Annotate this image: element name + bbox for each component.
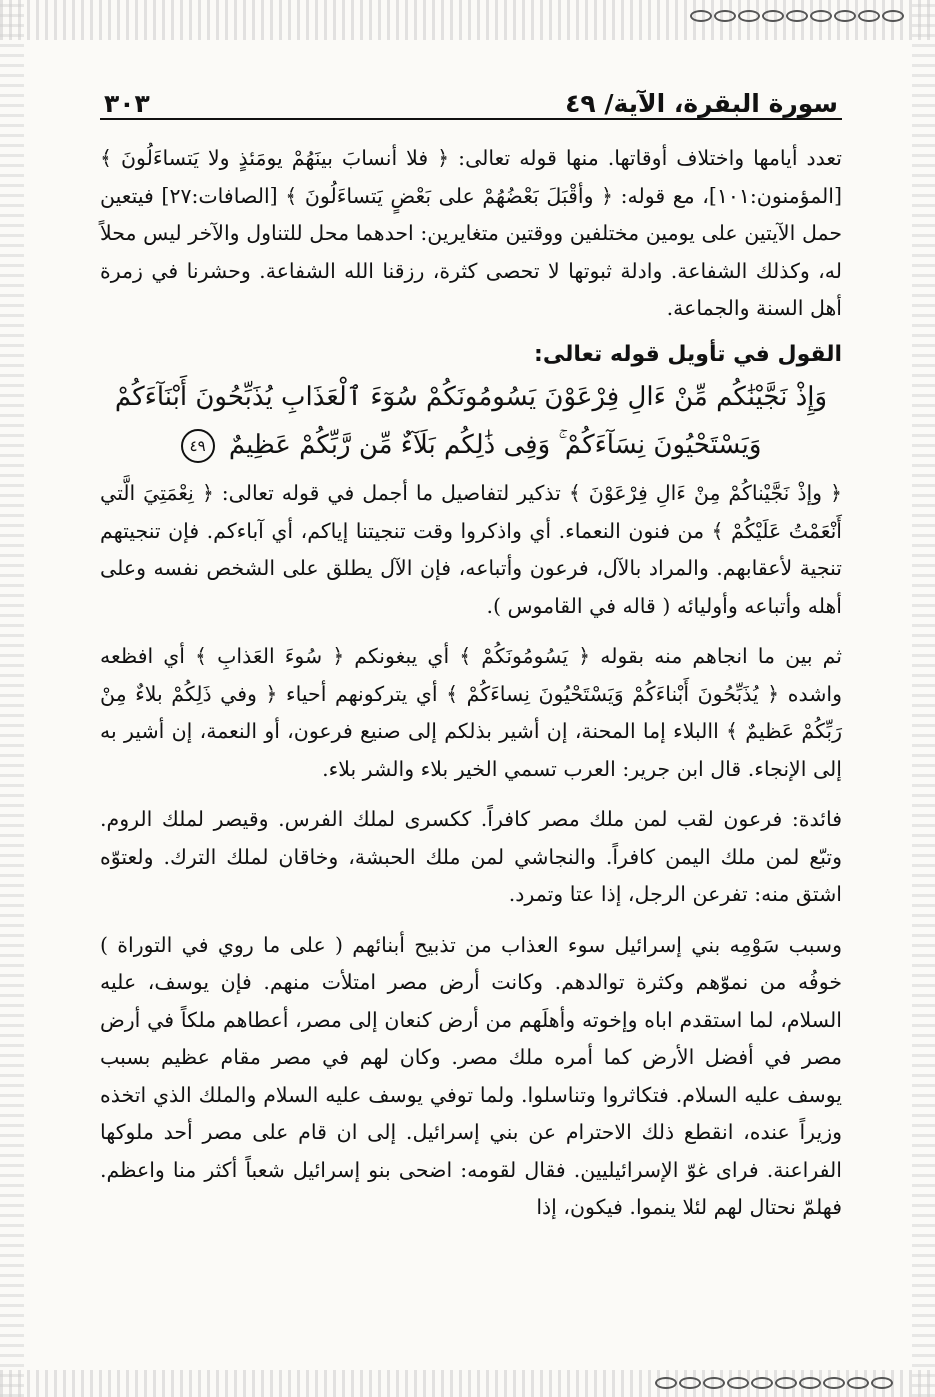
verse-line-2-text: وَيَسْتَحْيُونَ نِسَآءَكُمْ ۚ وَفِى ذَٰلِكُم بَلَآءٌ مِّن رَّبِّكُمْ عَظِيمٌ (228, 430, 762, 460)
scan-border-left (0, 0, 24, 1397)
running-header (100, 78, 842, 120)
paragraph-2: ﴿ وإذْ نَجَّيْناكُمْ مِنْ ءَالِ فِرْعَوْنَ ﴾ تذكير لتفاصيل ما أجمل في قوله تعالى: ﴿ نِعْمَتِيَ الَّتي أَنْعَمْتُ عَلَيْكُمْ ﴾ من فنون النعماء. أي واذكروا وقت تنجيتنا إياكم، أي آباءكم. فإن تنجيتهم تنجية لأعقابهم. والمراد بالآل، فرعون وأتباعه، فإن الآل يطلق على الشخص نفسه وعلى أهله وأتباعه وأوليائه ( قاله في القاموس ). (100, 481, 842, 618)
page-body (100, 140, 842, 1227)
paragraph-3: ثم بين ما انجاهم منه بقوله ﴿ يَسُومُونَكُمْ ﴾ أي يبغونكم ﴿ سُوءَ العَذابِ ﴾ أي افظعه واشده ﴿ يُذَبِّحُونَ أَبْناءَكُمْ وَيَسْتَحْيُونَ نِساءَكُمْ ﴾ أي يتركونهم أحياء ﴿ وفي ذَلِكُمْ بلاءٌ مِنْ رَبِّكُمْ عَظيمٌ ﴾ االبلاء إما المحنة، إن أشير بذلكم إلى صنيع فرعون، أو النعمة، إن أشير به إلى الإنجاء. قال ابن جرير: العرب تسمي الخير بلاء والشر بلاء. (100, 644, 842, 781)
binding-rings-top (690, 10, 904, 22)
running-title: سورة البقرة، الآية/ ٤٩ (565, 89, 838, 118)
page-number: ٣٠٣ (104, 89, 150, 118)
paragraph-1: تعدد أيامها واختلاف أوقاتها. منها قوله تعالى: ﴿ فلا أنسابَ بينَهُمْ يومَئذٍ ولا يَتساءَلُونَ ﴾ [المؤمنون:١٠١]، مع قوله: ﴿ وأقْبَلَ بَعْضُهُمْ على بَعْضٍ يَتساءَلُونَ ﴾ [الصافات:٢٧] فيتعين حمل الآيتين على يومين مختلفين ووقتين متغايرين: احدهما محل للتناول والآخر ليس محلاً له، وكذلك الشفاعة. وادلة ثبوتها لا تحصى كثرة، رزقنا الله الشفاعة. وحشرنا في زمرة أهل السنة والجماعة. (100, 146, 842, 320)
page-header-area (100, 78, 842, 120)
verse-line-2 (100, 421, 842, 469)
quran-verse (100, 373, 842, 469)
paragraph-5: وسبب سَوْمِه بني إسرائيل سوء العذاب من تذبيح أبنائهم ( على ما روي في التوراة ) خوفُه من نموّهم وكثرة توالدهم. وكانت أرض مصر امتلأت منهم. فإن يوسف، عليه السلام، لما استقدم اباه وإخوته وأهلَهم من أرض كنعان إلى مصر، أعطاهم ملكاً في أرض مصر في أفضل الأرض كما أمره ملك مصر. وكان لهم في مصر مقام عظيم بسبب يوسف عليه السلام. فتكاثروا وتناسلوا. ولما توفي يوسف عليه السلام والملك الذي اتخذه وزيراً عنده، انقطع ذلك الاحترام عن بني إسرائيل. إلى ان قام على مصر أحد ملوكها الفراعنة. فراى غوّ الإسرائيليين. فقال لقومه: اضحى بنو إسرائيل شعباً أكثر منا واعظم. فهلمّ نحتال لهم لئلا ينموا. فيكون، إذا (100, 932, 842, 1219)
scan-border-right (912, 0, 935, 1397)
binding-rings-bottom (655, 1377, 893, 1389)
section-heading: القول في تأويل قوله تعالى: (534, 341, 842, 367)
paragraph-4: فائدة: فرعون لقب لمن ملك مصر كافراً. ككسرى لملك الفرس. وقيصر لملك الروم. وتبّع لمن ملك اليمن كافراً. والنجاشي لمن ملك الحبشة، وخاقان لملك الترك. ولعتوّه اشتق منه: تفرعن الرجل، إذا عتا وتمرد. (100, 807, 842, 906)
ayah-number-marker: ٤٩ (181, 429, 215, 463)
verse-line-1: وَإِذْ نَجَّيْنَٰكُم مِّنْ ءَالِ فِرْعَوْنَ يَسُومُونَكُمْ سُوٓءَ ٱلْعَذَابِ يُذَبِّحُونَ أَبْنَآءَكُمْ (114, 382, 828, 412)
